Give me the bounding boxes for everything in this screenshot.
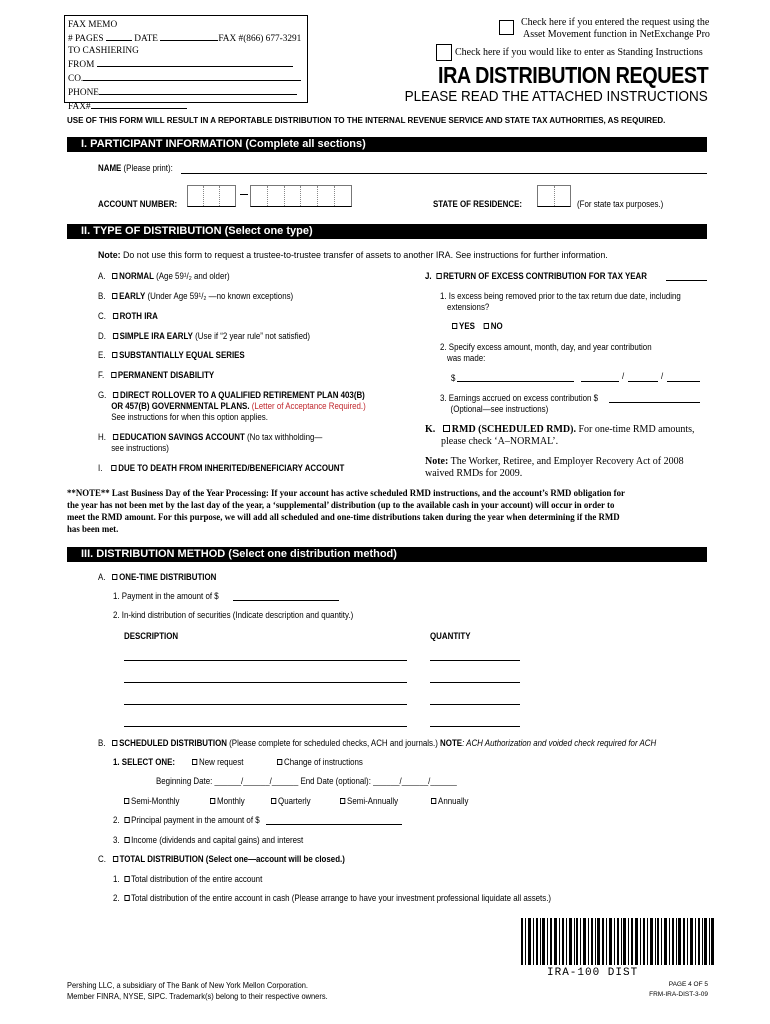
option-f[interactable]: F. PERMANENT DISABILITY [98, 370, 215, 380]
name-field[interactable] [181, 173, 707, 174]
netexchange-check-text-2: Asset Movement function in NetExchange Pro [523, 29, 710, 40]
date-label: DATE [134, 34, 158, 44]
option-e[interactable]: E. SUBSTANTIALLY EQUAL SERIES [98, 350, 245, 360]
account-dash [240, 194, 248, 195]
quantity-line-2[interactable] [430, 682, 520, 683]
description-line-1[interactable] [124, 660, 407, 661]
from-label: FROM [68, 60, 95, 70]
co-label: CO. [68, 74, 84, 84]
semi-monthly-checkbox[interactable] [124, 798, 129, 804]
note-label: Note: [98, 250, 121, 261]
income-option[interactable]: 3. Income (dividends and capital gains) and interest [113, 835, 304, 845]
total-entire-account-checkbox[interactable] [124, 876, 129, 882]
new-request-checkbox[interactable] [192, 759, 197, 765]
option-j-checkbox[interactable] [436, 273, 441, 279]
method-b-checkbox[interactable] [112, 740, 117, 746]
option-i[interactable]: I. DUE TO DEATH FROM INHERITED/BENEFICIARY ACCOUNT [98, 463, 345, 473]
section-3-header: III. DISTRIBUTION METHOD (Select one distribution method) [67, 547, 707, 562]
option-k-checkbox[interactable] [443, 425, 450, 432]
phone-field[interactable] [99, 85, 297, 95]
j1-question: 1. Is excess being removed prior to the tax return due date, including extensions? [440, 291, 681, 312]
in-kind-label: 2. In-kind distribution of securities (Indicate description and quantity.) [113, 610, 354, 620]
year-end-processing-note: **NOTE** Last Business Day of the Year Processing: If your account has active scheduled RMD instructions, and the account’s RMD obligation for the year has not been met by the last day of the year, a ‘supplemental’ distribution (up to the available cash in your account) will occur in order to meet the RMD amount. For this purpose, we will add all scheduled and one-time distributions taken during the year when determining if the RMD has been met. [67, 489, 625, 535]
total-in-cash-checkbox[interactable] [124, 895, 129, 901]
principal-amount-field[interactable] [266, 824, 402, 825]
form-id: FRM-IRA-DIST-3-09 [649, 991, 708, 998]
method-c-checkbox[interactable] [113, 856, 118, 862]
option-b-checkbox[interactable] [112, 293, 117, 299]
no-checkbox[interactable] [484, 323, 489, 329]
standing-instructions-text: Check here if you would like to enter as Standing Instructions [455, 47, 703, 58]
option-h-checkbox[interactable] [113, 434, 118, 440]
note-text: Do not use this form to request a trustee-to-trustee transfer of assets to another IRA. See instructions for further information. [123, 250, 608, 261]
quantity-line-1[interactable] [430, 660, 520, 661]
freq-annually[interactable]: Annually [431, 796, 468, 806]
phone-label: PHONE [68, 88, 99, 98]
yes-option[interactable]: YES NO [452, 321, 503, 331]
excess-dollar-sign: $ [451, 373, 456, 383]
method-a[interactable]: A. ONE-TIME DISTRIBUTION [98, 572, 217, 582]
description-line-3[interactable] [124, 704, 407, 705]
fax-field[interactable] [91, 99, 187, 109]
account-number-prefix-field[interactable] [187, 185, 236, 207]
netexchange-checkbox[interactable] [499, 20, 514, 35]
state-hint: (For state tax purposes.) [577, 199, 664, 209]
freq-quarterly[interactable]: Quarterly [271, 796, 311, 806]
earnings-field[interactable] [609, 402, 700, 403]
wrera-note: Note: The Worker, Retiree, and Employer Recovery Act of 2008 waived RMDs for 2009. [425, 456, 684, 479]
yes-checkbox[interactable] [452, 323, 457, 329]
netexchange-check-text-1: Check here if you entered the request using the [521, 17, 710, 28]
option-a[interactable]: A. NORMAL (Age 59¹/₂ and older) [98, 271, 230, 281]
total-entire-account-option[interactable]: 1. Total distribution of the entire account [113, 874, 263, 884]
change-instructions-option[interactable]: Change of instructions [277, 757, 363, 767]
payment-amount-label: 1. Payment in the amount of $ [113, 591, 219, 601]
option-c[interactable]: C. ROTH IRA [98, 311, 158, 321]
excess-year-field[interactable] [667, 381, 700, 382]
fax-number: FAX #(866) 677-3291 [218, 34, 302, 44]
co-field[interactable] [83, 71, 301, 81]
state-of-residence-label: STATE OF RESIDENCE: [433, 199, 523, 209]
j2-question: 2. Specify excess amount, month, day, and year contribution was made: [440, 342, 652, 363]
option-g[interactable]: G. DIRECT ROLLOVER TO A QUALIFIED RETIREMENT PLAN 403(B) OR 457(B) GOVERNMENTAL PLANS. (Letter of Acceptance Required.) See instructions for when this option applies. [98, 390, 366, 422]
excess-amount-field[interactable] [457, 381, 574, 382]
page-number: PAGE 4 OF 5 [668, 981, 708, 988]
state-of-residence-field[interactable] [537, 185, 571, 207]
option-j[interactable]: J. RETURN OF EXCESS CONTRIBUTION FOR TAX YEAR [425, 271, 647, 281]
section-2-header: II. TYPE OF DISTRIBUTION (Select one type) [67, 224, 707, 239]
footer-page-info [649, 980, 708, 1000]
description-line-2[interactable] [124, 682, 407, 683]
fax-to: TO CASHIERING [68, 46, 139, 56]
principal-payment-option[interactable]: 2. Principal payment in the amount of $ [113, 815, 260, 825]
income-checkbox[interactable] [124, 837, 129, 843]
form-subtitle: PLEASE READ THE ATTACHED INSTRUCTIONS [404, 88, 708, 105]
freq-monthly[interactable]: Monthly [210, 796, 245, 806]
pages-field[interactable] [106, 31, 132, 41]
name-label: NAME [98, 163, 122, 173]
total-in-cash-option[interactable]: 2. Total distribution of the entire account in cash (Please arrange to have your investment professional liquidate all assets.) [113, 893, 552, 903]
j3-earnings: 3. Earnings accrued on excess contribution $ (Optional—see instructions) [440, 393, 599, 414]
quantity-header: QUANTITY [430, 631, 471, 641]
change-instructions-checkbox[interactable] [277, 759, 282, 765]
freq-semi-monthly[interactable]: Semi-Monthly [124, 796, 179, 806]
option-h[interactable]: H. EDUCATION SAVINGS ACCOUNT (No tax withholding— see instructions) [98, 432, 323, 453]
method-c[interactable]: C. TOTAL DISTRIBUTION (Select one—account will be closed.) [98, 854, 345, 864]
from-field[interactable] [97, 57, 293, 67]
description-header: DESCRIPTION [124, 631, 179, 641]
option-d[interactable]: D. SIMPLE IRA EARLY (Use if “2 year rule” not satisfied) [98, 331, 311, 341]
option-c-checkbox[interactable] [113, 313, 118, 319]
option-i-checkbox[interactable] [111, 465, 116, 471]
quarterly-checkbox[interactable] [271, 798, 276, 804]
date-field[interactable] [160, 31, 218, 41]
freq-semi-annually[interactable]: Semi-Annually [340, 796, 398, 806]
excess-month-field[interactable] [581, 381, 619, 382]
monthly-checkbox[interactable] [210, 798, 215, 804]
option-d-checkbox[interactable] [113, 333, 118, 339]
barcode [521, 918, 714, 965]
footer-corporate-text: Pershing LLC, a subsidiary of The Bank of New York Mellon Corporation. Member FINRA, NYSE, SIPC. Trademark(s) belong to their respective owners. [67, 980, 328, 1001]
date-range-fields[interactable]: Beginning Date: ______/______/______ End Date (optional): ______/______/______ [156, 776, 457, 786]
name-hint: (Please print): [123, 163, 173, 173]
method-a-checkbox[interactable] [112, 574, 117, 580]
excess-day-field[interactable] [628, 381, 658, 382]
option-b[interactable]: B. EARLY (Under Age 59¹/₂ —no known exceptions) [98, 291, 294, 301]
annually-checkbox[interactable] [431, 798, 436, 804]
fax-memo-title: FAX MEMO [68, 20, 118, 30]
account-number-label: ACCOUNT NUMBER: [98, 199, 178, 209]
fax-memo-box [64, 15, 308, 112]
barcode-label: IRA-100 DIST [547, 967, 639, 979]
option-g-checkbox[interactable] [113, 392, 118, 398]
option-k[interactable]: K. RMD (SCHEDULED RMD). For one-time RMD amounts, please check ‘A–NORMAL’. [425, 424, 695, 447]
letter-of-acceptance-note: (Letter of Acceptance Required.) [251, 401, 366, 411]
section-1-header: I. PARTICIPANT INFORMATION (Complete all sections) [67, 137, 707, 152]
pages-label: # PAGES [68, 34, 104, 44]
quantity-line-3[interactable] [430, 704, 520, 705]
account-number-suffix-field[interactable] [250, 185, 352, 207]
select-one-label: 1. SELECT ONE: [113, 757, 176, 767]
reporting-warning: USE OF THIS FORM WILL RESULT IN A REPORTABLE DISTRIBUTION TO THE INTERNAL REVENUE SERVICE AND STATE TAX AUTHORITIES, AS REQUIRED. [67, 115, 666, 125]
option-a-checkbox[interactable] [112, 273, 117, 279]
tax-year-field[interactable] [666, 280, 707, 281]
method-b[interactable]: B. SCHEDULED DISTRIBUTION (Please complete for scheduled checks, ACH and journals.) NOTE: ACH Authorization and voided check required for ACH [98, 738, 657, 748]
form-title: IRA DISTRIBUTION REQUEST [437, 62, 708, 88]
new-request-option[interactable]: New request [192, 757, 244, 767]
description-line-4[interactable] [124, 726, 407, 727]
principal-payment-checkbox[interactable] [124, 817, 129, 823]
standing-instructions-checkbox[interactable] [436, 44, 452, 61]
semi-annually-checkbox[interactable] [340, 798, 345, 804]
payment-amount-field[interactable] [233, 600, 339, 601]
quantity-line-4[interactable] [430, 726, 520, 727]
option-f-checkbox[interactable] [111, 372, 116, 378]
option-e-checkbox[interactable] [112, 352, 117, 358]
fax-label: FAX# [68, 102, 91, 112]
